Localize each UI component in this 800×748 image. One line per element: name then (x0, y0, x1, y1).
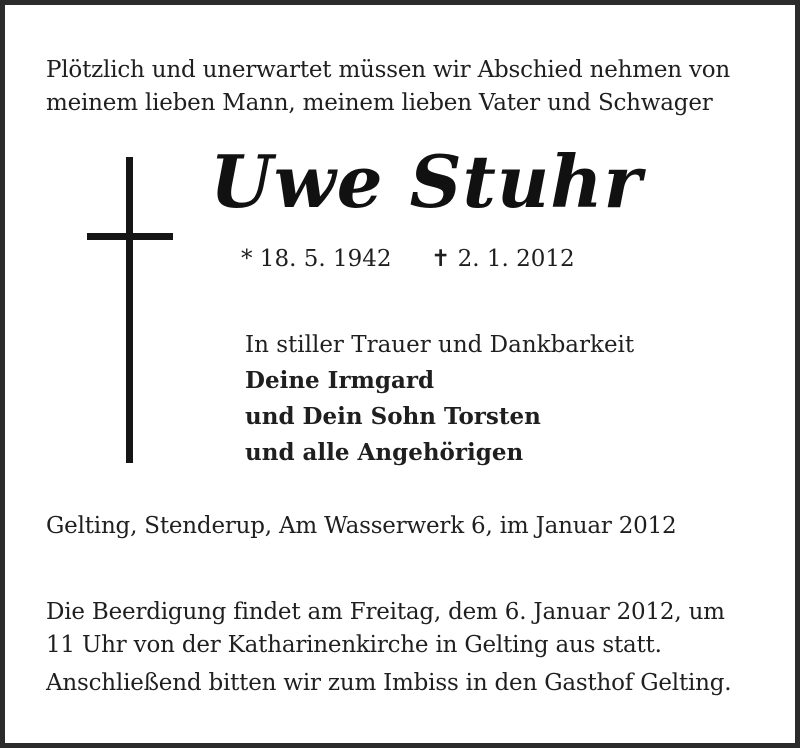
intro-line-1: Plötzlich und unerwartet müssen wir Abschied nehmen von (46, 57, 731, 83)
mourners-line-1: In stiller Trauer und Dankbarkeit (245, 332, 635, 358)
cross-icon (126, 157, 133, 463)
mourners-line-3: und Dein Sohn Torsten (245, 403, 541, 430)
place-date-line: Gelting, Stenderup, Am Wasserwerk 6, im Januar 2012 (46, 513, 677, 539)
cross-icon-bar (87, 233, 173, 240)
death-date: ✝ 2. 1. 2012 (431, 246, 575, 272)
mourners-line-2: Deine Irmgard (245, 367, 435, 394)
deceased-name: Uwe Stuhr (210, 139, 643, 224)
funeral-info (46, 596, 762, 700)
intro-line-2: meinem lieben Mann, meinem lieben Vater und Schwager (46, 90, 713, 116)
funeral-line-3: Anschließend bitten wir zum Imbiss in den Gasthof Gelting. (46, 670, 732, 696)
mourners-line-4: und alle Angehörigen (245, 439, 524, 466)
funeral-line-2: 11 Uhr von der Katharinenkirche in Gelting aus statt. (46, 632, 662, 658)
mourners-block (245, 327, 634, 471)
funeral-line-1: Die Beerdigung findet am Freitag, dem 6. Januar 2012, um (46, 599, 725, 625)
intro-text (46, 54, 730, 120)
birth-date: * 18. 5. 1942 (241, 246, 392, 272)
